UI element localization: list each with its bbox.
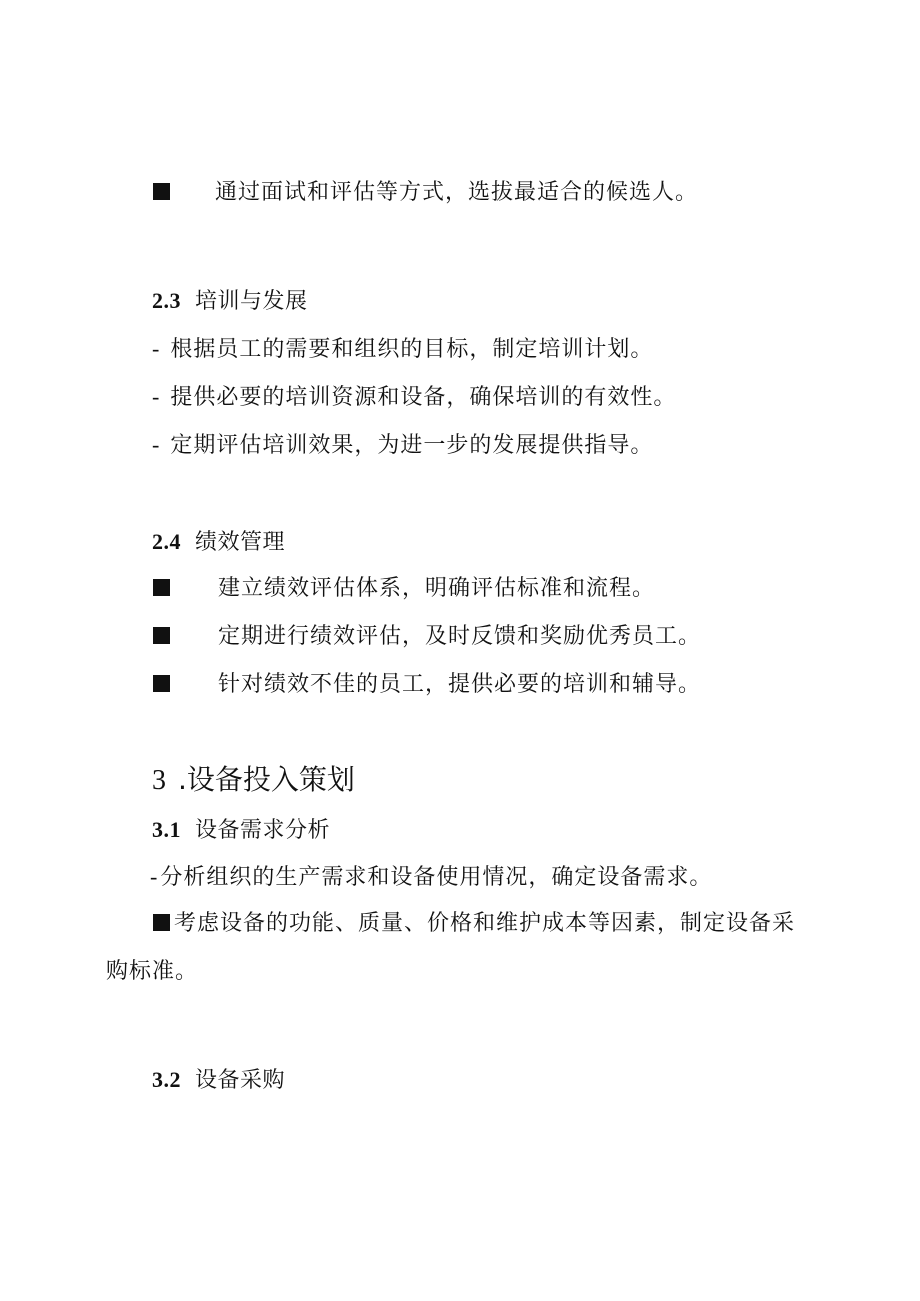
- square-bullet-icon: [153, 914, 170, 931]
- dash-marker: -: [152, 432, 161, 457]
- section-number: 2.4: [152, 529, 181, 554]
- section-heading-2-4: [152, 531, 285, 554]
- section-number: 2.3: [152, 288, 181, 313]
- bullet-text: 针对绩效不佳的员工，提供必要的培训和辅导。: [218, 672, 702, 697]
- section-title: 绩效管理: [195, 530, 286, 555]
- bullet-text-continuation: 购标准。: [106, 959, 199, 984]
- bullet-text: 通过面试和评估等方式，选拔最适合的候选人。: [215, 180, 699, 205]
- dash-item: [150, 866, 712, 889]
- item-text: 提供必要的培训资源和设备，确保培训的有效性。: [170, 385, 677, 410]
- dash-item: [152, 434, 653, 457]
- item-text: 分析组织的生产需求和设备使用情况，确定设备需求。: [160, 865, 713, 890]
- bullet-item: [153, 913, 795, 935]
- bullet-item: [153, 624, 702, 649]
- chapter-heading-3: [152, 763, 355, 796]
- square-bullet-icon: [153, 579, 170, 596]
- bullet-item: [153, 180, 699, 205]
- section-title: 设备采购: [195, 1068, 286, 1093]
- section-heading-3-2: [152, 1069, 285, 1092]
- square-bullet-icon: [153, 183, 170, 200]
- bullet-item: [153, 672, 702, 697]
- dash-item: [152, 338, 653, 361]
- bullet-item: [153, 576, 656, 601]
- dash-marker: -: [150, 864, 159, 889]
- section-title: 培训与发展: [195, 289, 308, 314]
- dash-marker: -: [152, 384, 161, 409]
- square-bullet-icon: [153, 675, 170, 692]
- bullet-text: 建立绩效评估体系，明确评估标准和流程。: [218, 576, 656, 601]
- section-title: 设备需求分析: [195, 818, 331, 843]
- chapter-number: 3: [152, 765, 166, 796]
- bullet-text-line1: 考虑设备的功能、质量、价格和维护成本等因素，制定设备采: [174, 911, 796, 936]
- item-text: 定期评估培训效果，为进一步的发展提供指导。: [170, 433, 654, 458]
- section-number: 3.2: [152, 1067, 181, 1092]
- section-heading-3-1: [152, 819, 330, 842]
- dash-marker: -: [152, 336, 161, 361]
- dash-item: [152, 386, 676, 409]
- section-number: 3.1: [152, 817, 181, 842]
- chapter-title: .设备投入策划: [178, 763, 355, 796]
- section-heading-2-3: [152, 290, 308, 313]
- item-text: 根据员工的需要和组织的目标，制定培训计划。: [170, 337, 654, 362]
- bullet-text: 定期进行绩效评估，及时反馈和奖励优秀员工。: [218, 624, 702, 649]
- square-bullet-icon: [153, 627, 170, 644]
